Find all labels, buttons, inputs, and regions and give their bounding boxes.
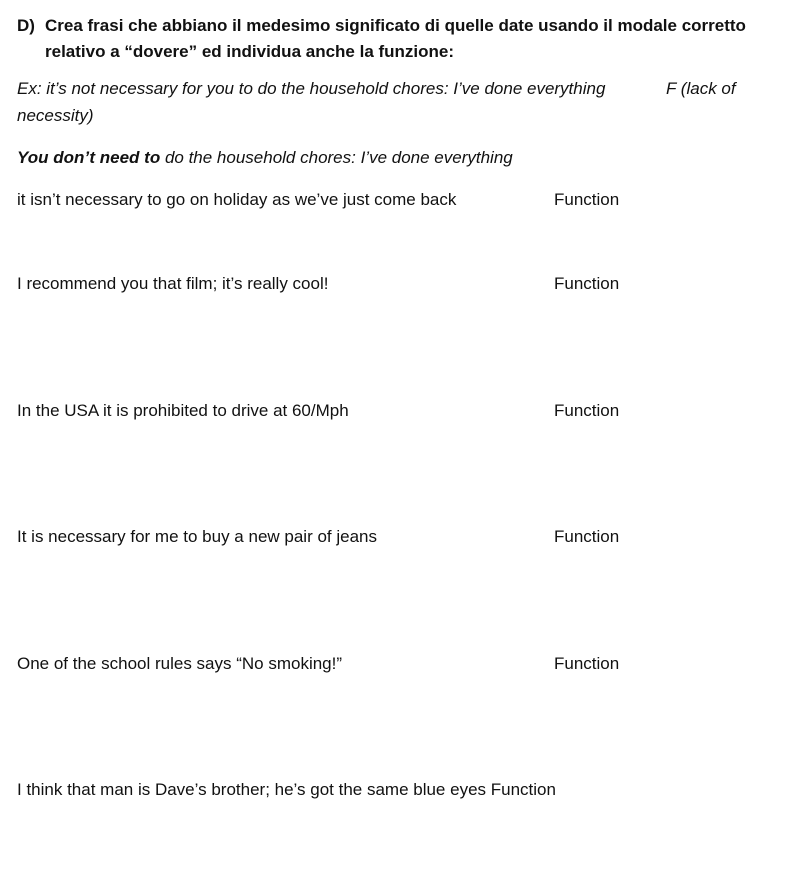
example-rewrite-rest: do the household chores: I’ve done everything <box>160 148 513 167</box>
example-function-answer: F (lack of <box>666 79 736 98</box>
item-sentence: it isn’t necessary to go on holiday as we’ve just come back <box>17 190 457 209</box>
example-sentence-line-2: necessity) <box>17 106 94 125</box>
item-sentence: I think that man is Dave’s brother; he’s got the same blue eyes <box>17 780 487 799</box>
item-sentence: It is necessary for me to buy a new pair of jeans <box>17 527 378 546</box>
item-function-label: Function <box>554 274 620 293</box>
example-rewrite-modal: You don’t need to <box>17 148 161 167</box>
exercise-item-last <box>17 779 556 801</box>
example-rewrite <box>17 147 513 169</box>
item-sentence: One of the school rules says “No smoking!” <box>17 654 343 673</box>
item-sentence: I recommend you that film; it’s really cool! <box>17 274 329 293</box>
item-function-label: Function <box>554 190 620 209</box>
item-function-label: Function <box>490 780 556 799</box>
item-sentence: In the USA it is prohibited to drive at 60/Mph <box>17 401 349 420</box>
item-function-label: Function <box>554 401 620 420</box>
instruction-line-2: relativo a “dovere” ed individua anche la funzione: <box>45 42 455 61</box>
item-function-label: Function <box>554 654 620 673</box>
example-sentence-line-1: Ex: it’s not necessary for you to do the household chores: I’ve done everything <box>17 79 606 98</box>
instruction-line-1: Crea frasi che abbiano il medesimo significato di quelle date usando il modale corretto <box>45 16 746 35</box>
item-function-label: Function <box>554 527 620 546</box>
exercise-letter: D) <box>17 16 35 35</box>
